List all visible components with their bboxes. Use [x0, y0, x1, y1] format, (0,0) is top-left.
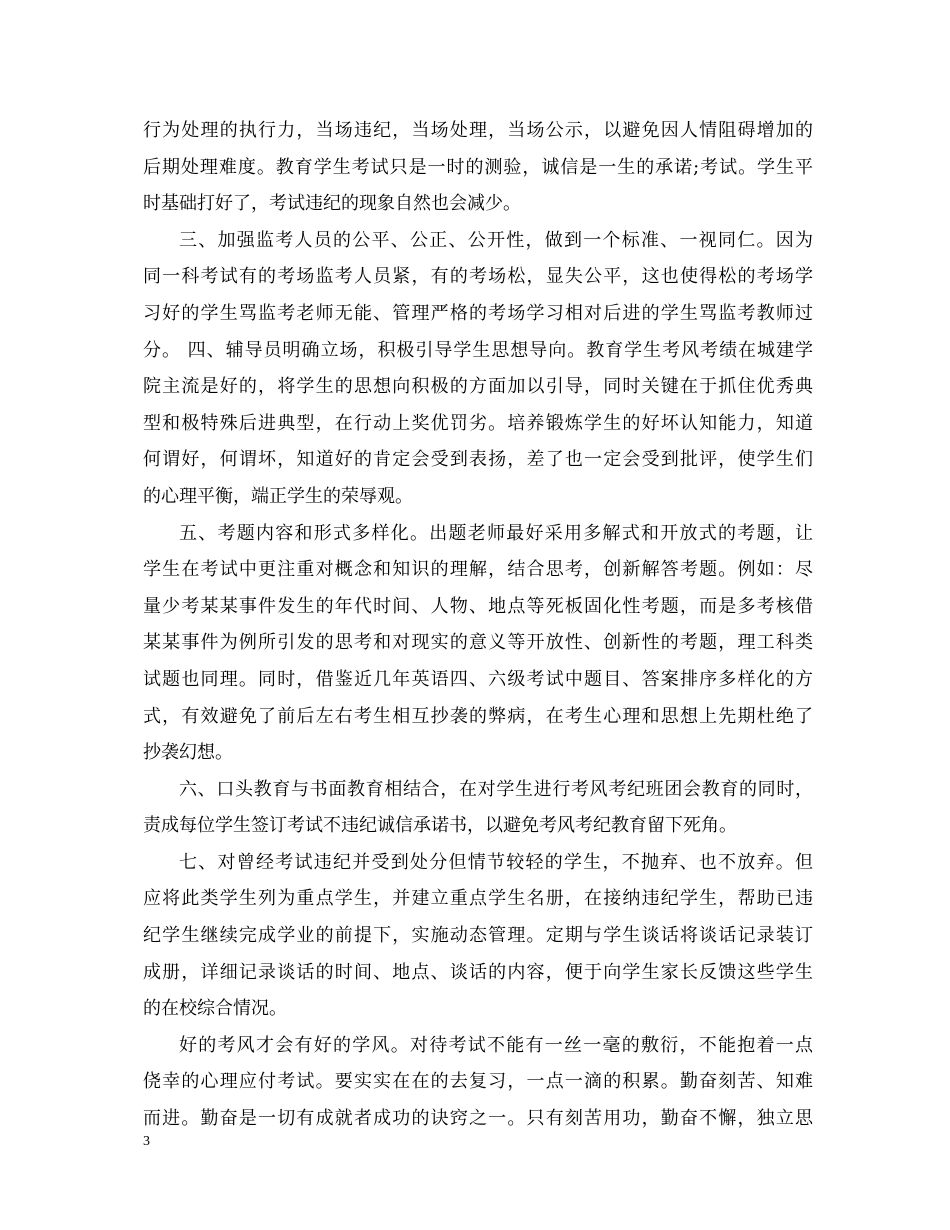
text-line: 应将此类学生列为重点学生，并建立重点学生名册，在接纳违纪学生，帮助已违 — [143, 888, 813, 910]
text-line: 量少考某某事件发生的年代时间、人物、地点等死板固化性考题，而是多考核借 — [143, 595, 813, 617]
text-line: 试题也同理。同时，借鉴近几年英语四、六级考试中题目、答案排序多样化的方 — [143, 668, 813, 690]
text-line: 后期处理难度。教育学生考试只是一时的测验，诚信是一生的承诺;考试。学生平 — [143, 156, 813, 178]
text-line: 何谓好，何谓坏，知道好的肯定会受到表扬，差了也一定会受到批评，使学生们 — [143, 449, 813, 471]
text-line: 纪学生继续完成学业的前提下，实施动态管理。定期与学生谈话将谈话记录装订 — [143, 925, 813, 947]
text-line: 侥幸的心理应付考试。要实实在在的去复习，一点一滴的积累。勤奋刻苦、知难 — [143, 1071, 813, 1093]
text-line: 的心理平衡，端正学生的荣辱观。 — [143, 485, 413, 507]
text-line: 同一科考试有的考场监考人员紧，有的考场松，显失公平，这也使得松的考场学 — [143, 266, 813, 288]
text-line: 某某事件为例所引发的思考和对现实的意义等开放性、创新性的考题，理工科类 — [143, 632, 813, 654]
text-line: 的在校综合情况。 — [143, 998, 287, 1020]
text-line: 分。 四、辅导员明确立场，积极引导学生思想导向。教育学生考风考绩在城建学 — [143, 339, 813, 361]
text-line: 时基础打好了，考试违纪的现象自然也会减少。 — [143, 193, 521, 215]
text-line: 习好的学生骂监考老师无能、管理严格的考场学习相对后进的学生骂监考教师过 — [143, 302, 813, 324]
text-line: 学生在考试中更注重对概念和知识的理解，结合思考，创新解答考题。例如：尽 — [143, 559, 813, 581]
page-number: 3 — [143, 1134, 150, 1149]
text-line: 院主流是好的，将学生的思想向积极的方面加以引导，同时关键在于抓住优秀典 — [143, 376, 813, 398]
text-line: 而进。勤奋是一切有成就者成功的诀窍之一。只有刻苦用功，勤奋不懈，独立思 — [143, 1108, 813, 1130]
text-line: 行为处理的执行力，当场违纪，当场处理，当场公示，以避免因人情阻碍增加的 — [143, 120, 813, 141]
text-line: 成册，详细记录谈话的时间、地点、谈话的内容，便于向学生家长反馈这些学生 — [143, 961, 813, 983]
text-line: 五、考题内容和形式多样化。出题老师最好采用多解式和开放式的考题，让 — [179, 522, 813, 544]
text-line: 七、对曾经考试违纪并受到处分但情节较轻的学生，不抛弃、也不放弃。但 — [179, 851, 813, 873]
text-line: 六、口头教育与书面教育相结合，在对学生进行考风考纪班团会教育的同时， — [179, 778, 813, 800]
text-line: 式，有效避免了前后左右考生相互抄袭的弊病，在考生心理和思想上先期杜绝了 — [143, 705, 813, 727]
text-line: 三、加强监考人员的公平、公正、公开性，做到一个标准、一视同仁。因为 — [179, 229, 813, 251]
text-line: 型和极特殊后进典型，在行动上奖优罚劣。培养锻炼学生的好坏认知能力，知道 — [143, 412, 813, 434]
text-line: 责成每位学生签订考试不违纪诚信承诺书，以避免考风考纪教育留下死角。 — [143, 815, 737, 837]
text-line: 好的考风才会有好的学风。对待考试不能有一丝一毫的敷衍，不能抱着一点 — [179, 1034, 813, 1056]
text-line: 抄袭幻想。 — [143, 742, 233, 764]
document-body — [143, 113, 813, 1138]
